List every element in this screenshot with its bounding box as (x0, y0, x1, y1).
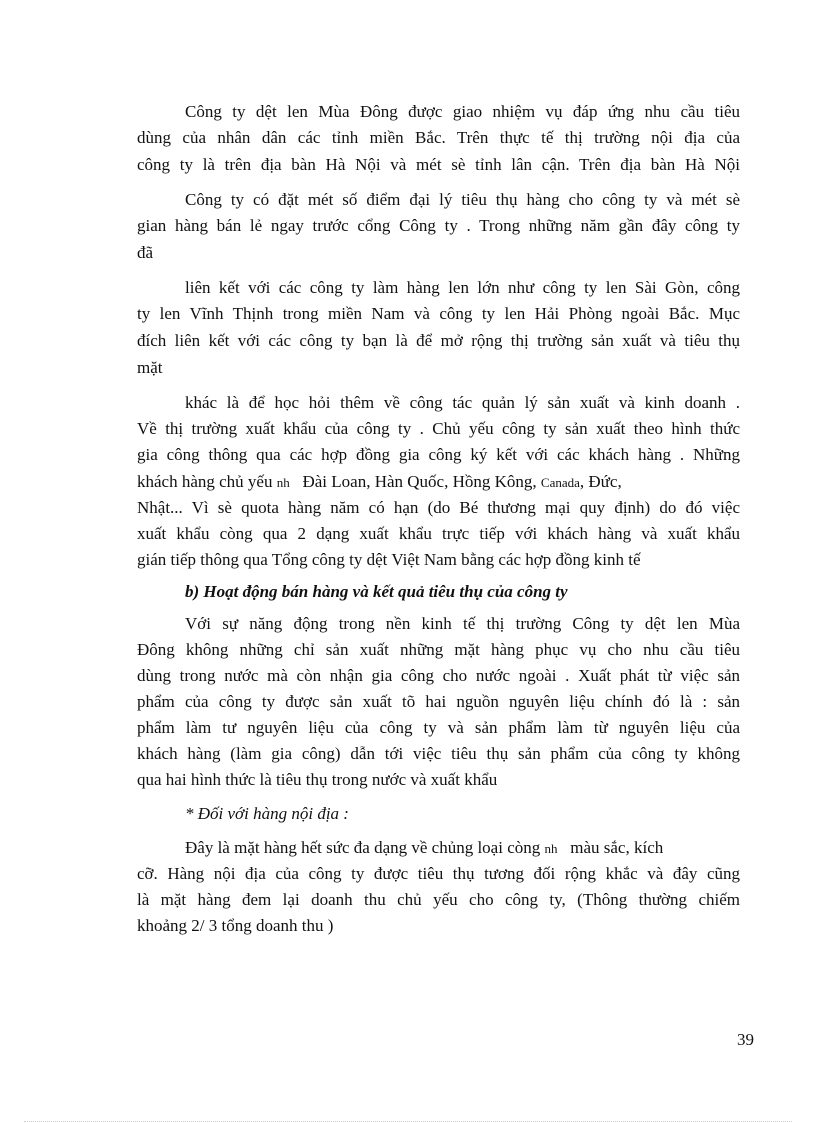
domestic-goods-note: * Đối với hàng nội địa : (185, 804, 349, 823)
paragraph-5-line-4: phẩm của công ty được sản xuất tõ hai nguồn nguyên liệu chính đó là : sản (137, 692, 740, 711)
paragraph-4-line-1: khác là để học hỏi thêm về công tác quản lý sản xuất và kinh doanh . (185, 393, 740, 412)
paragraph-1-line-2: dùng của nhân dân các tỉnh miền Bắc. Trên thực tế thị trường nội địa của (137, 128, 740, 147)
paragraph-5-line-7: qua hai hình thức là tiêu thụ trong nước và xuất khẩu (137, 770, 498, 789)
paragraph-5-line-5: phẩm làm tư nguyên liệu của công ty và sản phẩm làm từ nguyên liệu của (137, 718, 740, 737)
paragraph-3-line-4: mặt (137, 358, 163, 377)
paragraph-6-line-1 (185, 836, 740, 861)
paragraph-4-line-4-part-a: khách hàng chủ yếu (137, 472, 273, 491)
paragraph-4-line-4 (137, 470, 740, 495)
paragraph-5-line-1: Với sự năng động trong nền kinh tế thị trường Công ty dệt len Mùa (185, 614, 740, 633)
paragraph-6-line-4: khoảng 2/ 3 tổng doanh thu ) (137, 916, 334, 935)
paragraph-4-line-6: xuất khẩu còng qua 2 dạng xuất khẩu trực tiếp với khách hàng và xuất khẩu (137, 524, 740, 543)
paragraph-5-line-3: dùng trong nước mà còn nhận gia công cho nước ngoài . Xuất phát từ việc sản (137, 666, 740, 685)
paragraph-6-line-1-part-a: Đây là mặt hàng hết sức đa dạng về chủng loại còng (185, 838, 541, 857)
section-heading-b: b) Hoạt động bán hàng và kết quả tiêu thụ của công ty (185, 582, 568, 601)
paragraph-6-line-1-part-b: nh (544, 841, 558, 856)
bottom-divider (24, 1121, 792, 1122)
paragraph-4-line-7: gián tiếp thông qua Tổng công ty dệt Việt Nam bằng các hợp đồng kinh tế (137, 550, 641, 569)
paragraph-6-line-2: cỡ. Hàng nội địa của công ty được tiêu thụ tương đối rộng khắc và đây cũng (137, 864, 740, 883)
paragraph-1-line-1: Công ty dệt len Mùa Đông được giao nhiệm vụ đáp ứng nhu cầu tiêu (185, 102, 740, 121)
paragraph-3-line-3: đích liên kết với các công ty bạn là để mở rộng thị trường sản xuất và tiêu thụ (137, 331, 740, 350)
paragraph-2-line-3: đã (137, 243, 154, 262)
paragraph-4-line-4-part-b: nh (276, 475, 290, 490)
paragraph-4-line-4-part-c: Đài Loan, Hàn Quốc, Hồng Kông, (302, 472, 537, 491)
paragraph-4-line-2: Về thị trường xuất khẩu của công ty . Chủ yếu công ty sản xuất theo hình thức (137, 419, 740, 438)
paragraph-4-line-4-part-e: , Đức, (579, 472, 622, 491)
paragraph-3-line-1: liên kết với các công ty làm hàng len lớn như công ty len Sài Gòn, công (185, 278, 740, 297)
paragraph-6-line-1-part-c: màu sắc, kích (570, 838, 664, 857)
paragraph-4-line-5: Nhật... Vì sè quota hàng năm có hạn (do Bé thương mại quy định) do đó việc (137, 498, 740, 517)
paragraph-4-line-4-part-d: Canada (540, 475, 580, 490)
paragraph-5-line-2: Đông không những chỉ sản xuất những mặt hàng phục vụ cho nhu cầu tiêu (137, 640, 740, 659)
paragraph-2-line-2: gian hàng bán lẻ ngay trước cổng Công ty . Trong những năm gần đây công ty (137, 216, 740, 235)
paragraph-3-line-2: ty len Vĩnh Thịnh trong miền Nam và công ty len Hải Phòng ngoài Bắc. Mục (137, 304, 740, 323)
paragraph-5-line-6: khách hàng (làm gia công) dẫn tới việc tiêu thụ sản phẩm của công ty không (137, 744, 740, 763)
paragraph-6-line-3: là mặt hàng đem lại doanh thu chủ yếu cho công ty, (Thông thường chiếm (137, 890, 740, 909)
page-number: 39 (737, 1030, 754, 1049)
paragraph-2-line-1: Công ty có đặt mét số điểm đại lý tiêu thụ hàng cho công ty và mét sè (185, 190, 740, 209)
paragraph-1-line-3: công ty là trên địa bàn Hà Nội và mét sè tỉnh lân cận. Trên địa bàn Hà Nội (137, 155, 740, 174)
paragraph-4-line-3: gia công thông qua các hợp đồng gia công ký kết với các khách hàng . Những (137, 445, 740, 464)
